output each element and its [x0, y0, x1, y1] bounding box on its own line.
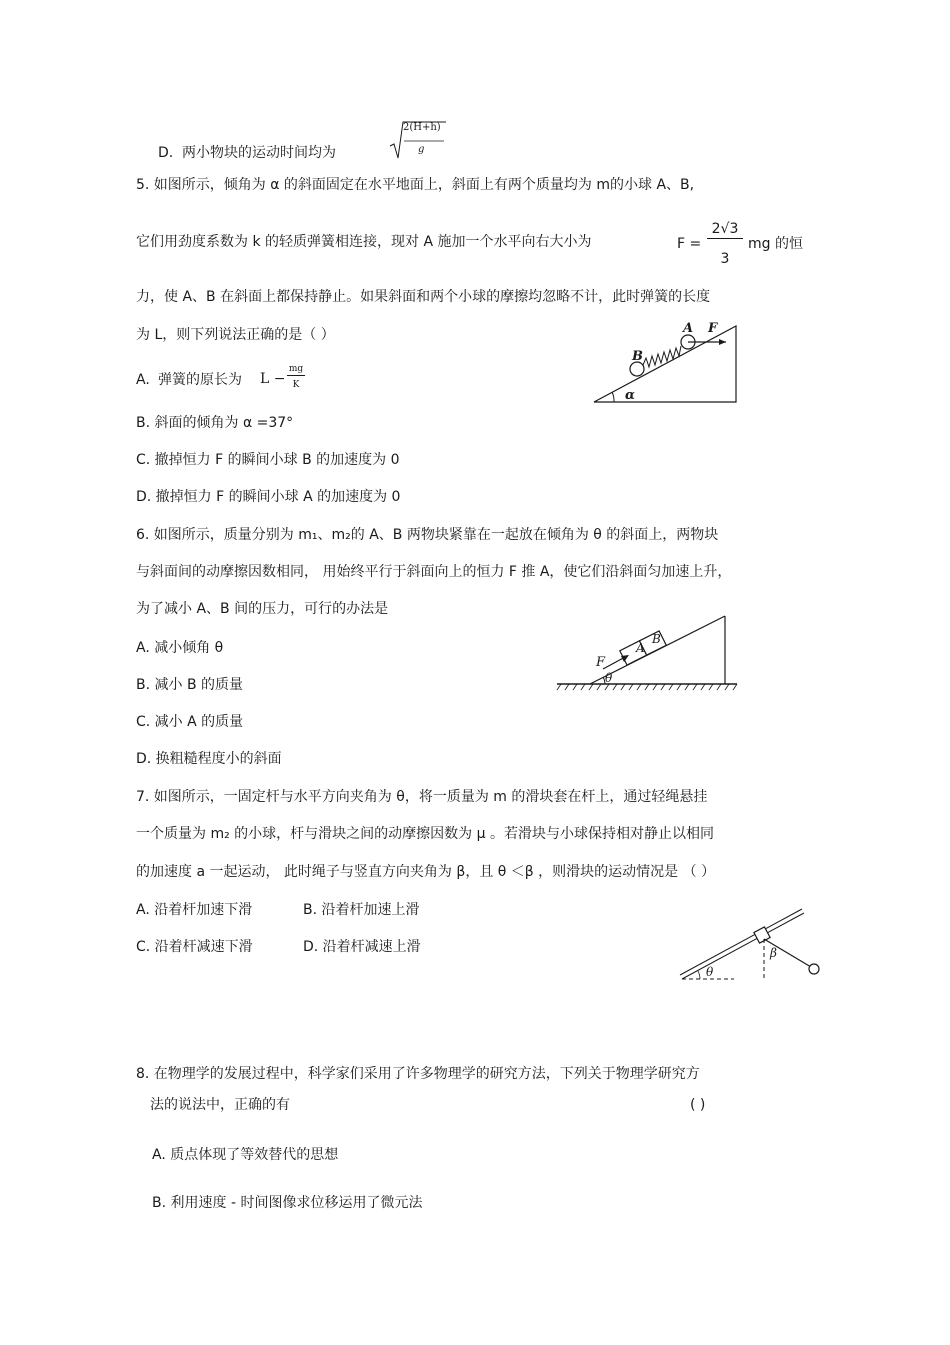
q5-line4: 为 L，则下列说法正确的是（ ） — [136, 327, 335, 343]
q6-fig-label-theta: θ — [605, 671, 613, 685]
q5-force-denominator: 3 — [720, 251, 730, 267]
q7-option-c: C. 沿着杆减速下滑 — [136, 939, 253, 955]
q5-option-a-formula-den: K — [292, 380, 300, 390]
q6-fig-label-b: B — [652, 632, 661, 646]
q5-line2a: 它们用劲度系数为 k 的轻质弹簧相连接，现对 A 施加一个水平向右大小为 — [136, 234, 592, 250]
q8-answer-paren: ( ) — [690, 1097, 706, 1113]
q5-option-a-formula-l: L − — [260, 371, 286, 387]
q5-fig-label-a: A — [683, 321, 694, 336]
q6-line1: 6. 如图所示，质量分别为 m₁、m₂的 A、B 两物块紧靠在一起放在倾角为 θ 的斜面上，两物块 — [136, 527, 719, 543]
q7-option-a: A. 沿着杆加速下滑 — [136, 902, 253, 918]
q7-option-b: B. 沿着杆加速上滑 — [303, 902, 420, 918]
q6-option-a: A. 减小倾角 θ — [136, 640, 224, 656]
sqrt-numerator: 2(H+h) — [403, 122, 441, 133]
q7-line2: 一个质量为 m₂ 的小球，杆与滑块之间的动摩擦因数为 μ 。若滑块与小球保持相对静止以相同 — [136, 826, 714, 842]
q6-option-d: D. 换粗糙程度小的斜面 — [136, 751, 282, 767]
q5-line2b: mg 的恒 — [748, 236, 803, 252]
q6-fig-label-a: A — [636, 641, 645, 655]
q6-option-c: C. 减小 A 的质量 — [136, 714, 244, 730]
q5-option-c: C. 撤掉恒力 F 的瞬间小球 B 的加速度为 0 — [136, 452, 400, 468]
q5-fig-label-b: B — [632, 349, 643, 364]
q5-option-a-formula-num: mg — [288, 364, 304, 374]
q8-option-a: A. 质点体现了等效替代的思想 — [152, 1147, 339, 1163]
q5-option-b: B. 斜面的倾角为 α =37° — [136, 415, 294, 431]
q6-incline-figure — [555, 612, 740, 692]
q7-rod-figure — [678, 905, 838, 985]
q8-option-b: B. 利用速度 - 时间图像求位移运用了微元法 — [152, 1195, 423, 1211]
q5-force-numerator: 2√3 — [707, 220, 743, 239]
q6-fig-label-f: F — [596, 655, 606, 670]
q5-fig-label-f: F — [708, 321, 718, 336]
prev-option-d-text: 两小物块的运动时间均为 — [182, 145, 336, 161]
q7-line3: 的加速度 a 一起运动， 此时绳子与竖直方向夹角为 β，且 θ ＜β ，则滑块的运动情况是 （ ） — [136, 864, 716, 880]
q7-line1: 7. 如图所示，一固定杆与水平方向夹角为 θ，将一质量为 m 的滑块套在杆上，通过轻绳悬挂 — [136, 789, 708, 805]
q5-fig-label-alpha: α — [625, 388, 636, 403]
q6-line3: 为了减小 A、B 间的压力，可行的办法是 — [136, 601, 389, 617]
q5-line3: 力，使 A、B 在斜面上都保持静止。如果斜面和两个小球的摩擦均忽略不计，此时弹簧的长度 — [136, 289, 711, 305]
q8-line1: 8. 在物理学的发展过程中，科学家们采用了许多物理学的研究方法，下列关于物理学研究方 — [136, 1066, 700, 1082]
q5-option-a-text: 弹簧的原长为 — [158, 372, 242, 388]
q6-line2: 与斜面间的动摩擦因数相同， 用始终平行于斜面向上的恒力 F 推 A，使它们沿斜面匀加速上升， — [136, 564, 732, 580]
q5-line1: 5. 如图所示，倾角为 α 的斜面固定在水平地面上，斜面上有两个质量均为 m的小球 A、B, — [136, 177, 695, 193]
q5-option-d: D. 撤掉恒力 F 的瞬间小球 A 的加速度为 0 — [136, 489, 401, 505]
sqrt-denominator: g — [418, 144, 425, 155]
q8-line2: 法的说法中，正确的有 — [150, 1097, 290, 1113]
q7-option-d: D. 沿着杆减速上滑 — [303, 939, 421, 955]
q7-fig-label-beta: β — [770, 946, 777, 960]
q6-option-b: B. 减小 B 的质量 — [136, 677, 244, 693]
prev-option-d-label: D. — [158, 145, 174, 161]
q5-incline-figure — [590, 318, 740, 408]
q7-fig-label-theta: θ — [706, 965, 714, 979]
q5-option-a-label: A. — [136, 372, 150, 388]
q5-force-lhs: F = — [677, 236, 702, 252]
